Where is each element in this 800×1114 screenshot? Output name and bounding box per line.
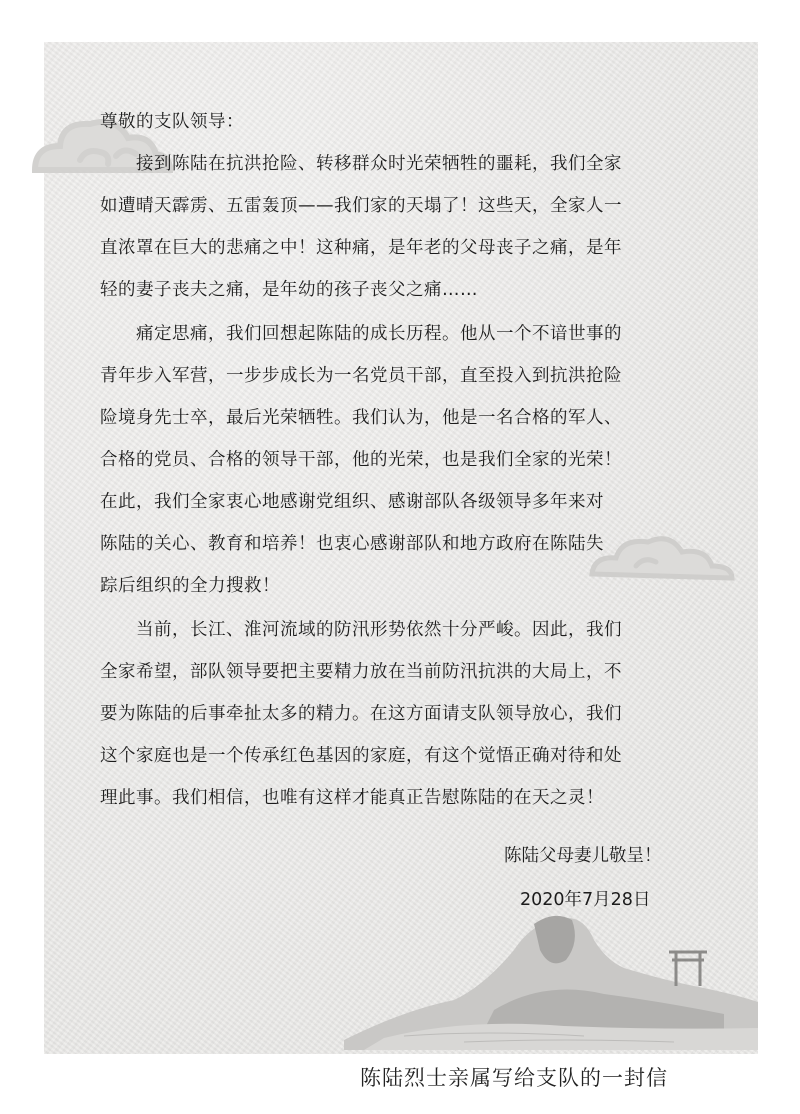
letter-line: 青年步入军营，一步步成长为一名党员干部，直至投入到抗洪抢险 xyxy=(100,366,622,386)
letter-line: 当前，长江、淮河流域的防汛形势依然十分严峻。因此，我们 xyxy=(136,620,622,640)
letter-signature: 陈陆父母妻儿敬呈！ xyxy=(504,846,662,866)
letter-line: 全家希望，部队领导要把主要精力放在当前防汛抗洪的大局上，不 xyxy=(100,662,622,682)
letter-line: 陈陆的关心、教育和培养！也衷心感谢部队和地方政府在陈陆失 xyxy=(100,534,604,554)
letter-line: 要为陈陆的后事牵扯太多的精力。在这方面请支队领导放心，我们 xyxy=(100,704,622,724)
letter-line: 直浓罩在巨大的悲痛之中！这种痛，是年老的父母丧子之痛，是年 xyxy=(100,238,622,258)
letter-line: 在此，我们全家衷心地感谢党组织、感谢部队各级领导多年来对 xyxy=(100,492,604,512)
letter-line: 痛定思痛，我们回想起陈陆的成长历程。他从一个不谙世事的 xyxy=(136,324,622,344)
image-caption: 陈陆烈士亲属写给支队的一封信 xyxy=(360,1066,668,1090)
letter-line: 这个家庭也是一个传承红色基因的家庭，有这个觉悟正确对待和处 xyxy=(100,746,622,766)
letter-line: 险境身先士卒，最后光荣牺牲。我们认为，他是一名合格的军人、 xyxy=(100,408,622,428)
mountain-landscape-illustration xyxy=(344,890,758,1050)
salutation: 尊敬的支队领导： xyxy=(100,112,244,132)
letter-line: 理此事。我们相信，也唯有这样才能真正告慰陈陆的在天之灵！ xyxy=(100,788,604,808)
letter-line: 轻的妻子丧夫之痛，是年幼的孩子丧父之痛…… xyxy=(100,280,478,300)
letter-line: 合格的党员、合格的领导干部，他的光荣，也是我们全家的光荣！ xyxy=(100,450,622,470)
letter-line: 踪后组织的全力搜救！ xyxy=(100,576,280,596)
letter-line: 接到陈陆在抗洪抢险、转移群众时光荣牺牲的噩耗，我们全家 xyxy=(136,154,622,174)
letter-line: 如遭晴天霹雳、五雷轰顶——我们家的天塌了！这些天，全家人一 xyxy=(100,196,622,216)
letter-date: 2020年7月28日 xyxy=(520,890,651,910)
cloud-ornament-right xyxy=(582,522,742,592)
